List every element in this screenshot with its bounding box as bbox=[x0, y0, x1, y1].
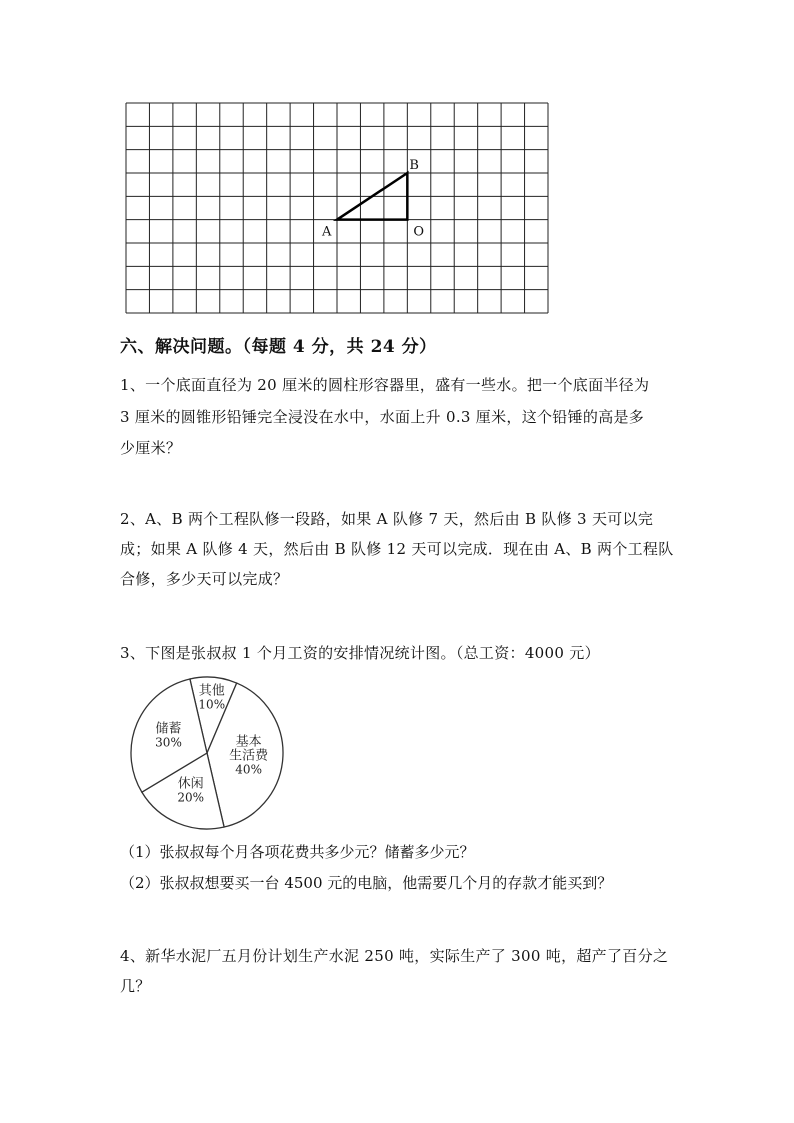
section-heading: 六、解决问题。（每题 4 分，共 24 分） bbox=[120, 337, 437, 357]
coordinate-grid bbox=[124, 101, 550, 315]
point-label-a: A bbox=[322, 224, 332, 240]
point-label-b: B bbox=[409, 158, 419, 173]
pie-slice-percent: 40% bbox=[235, 762, 262, 777]
q3-sub-1: （1）张叔叔每个月各项花费共多少元？储蓄多少元？ bbox=[120, 843, 475, 861]
q4-line-1: 4、新华水泥厂五月份计划生产水泥 250 吨，实际生产了 300 吨，超产了百分之 bbox=[120, 947, 669, 965]
q4-line-2: 几？ bbox=[120, 977, 151, 995]
q1-line-2: 3 厘米的圆锥形铅锤完全浸没在水中，水面上升 0.3 厘米，这个铅锤的高是多 bbox=[120, 408, 645, 426]
pie-slice-label: 其他 bbox=[198, 683, 225, 699]
q1-line-3: 少厘米？ bbox=[120, 439, 182, 457]
pie-slice-label: 基本 bbox=[235, 734, 262, 750]
q3-sub-2: （2）张叔叔想要买一台 4500 元的电脑，他需要几个月的存款才能买到？ bbox=[120, 874, 613, 892]
pie-slice-label: 休闲 bbox=[177, 776, 204, 792]
pie-slice-percent: 30% bbox=[155, 735, 182, 750]
q2-line-3: 合修，多少天可以完成？ bbox=[120, 570, 289, 588]
pie-slice-percent: 10% bbox=[198, 697, 226, 712]
salary-pie-chart bbox=[126, 674, 294, 834]
pie-slice-percent: 20% bbox=[177, 790, 205, 805]
q3-intro: 3、下图是张叔叔 1 个月工资的安排情况统计图。（总工资：4000 元） bbox=[120, 644, 600, 662]
pie-slice-label: 储蓄 bbox=[155, 721, 182, 737]
q2-line-1: 2、A、B 两个工程队修一段路，如果 A 队修 7 天，然后由 B 队修 3 天可以完 bbox=[120, 510, 654, 528]
point-label-o: O bbox=[413, 224, 425, 240]
q2-line-2: 成；如果 A 队修 4 天，然后由 B 队修 12 天可以完成．现在由 A、B 两个工程队 bbox=[120, 540, 674, 558]
pie-slice-label: 生活费 bbox=[229, 748, 269, 764]
q1-line-1: 1、一个底面直径为 20 厘米的圆柱形容器里，盛有一些水。把一个底面半径为 bbox=[120, 376, 650, 394]
